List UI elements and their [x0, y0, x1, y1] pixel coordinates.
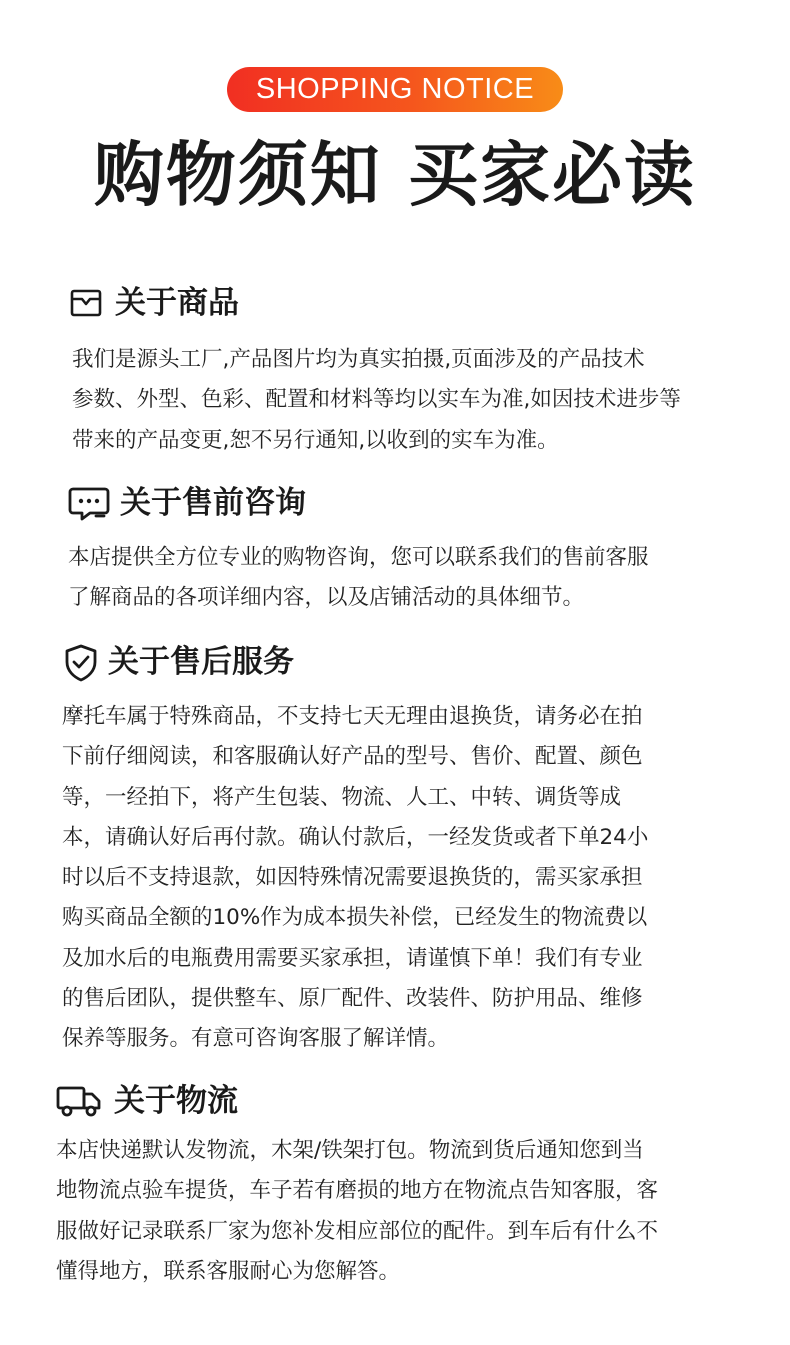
- body-line: 参数、外型、色彩、配置和材料等均以实车为准,如因技术进步等: [72, 387, 681, 413]
- section-title-product: 关于商品: [115, 285, 239, 321]
- section-title-logistics: 关于物流: [114, 1083, 238, 1119]
- body-line: 本，请确认好后再付款。确认付款后，一经发货或者下单24小: [62, 824, 649, 850]
- body-line: 本店快递默认发物流，木架/铁架打包。物流到货后通知您到当: [56, 1138, 644, 1163]
- body-line: 时以后不支持退款，如因特殊情况需要退换货的，需买家承担: [62, 865, 643, 891]
- body-line: 及加水后的电瓶费用需要买家承担，请谨慎下单！我们有专业: [62, 945, 643, 971]
- section-body-presale: [68, 538, 649, 619]
- section-body-aftersale: [62, 697, 648, 1060]
- section-title-presale: 关于售前咨询: [120, 485, 306, 521]
- section-body-logistics: [56, 1131, 658, 1292]
- section-body-product: [72, 340, 681, 461]
- shield-check-icon: [64, 644, 98, 682]
- body-line: 懂得地方，联系客服耐心为您解答。: [56, 1258, 401, 1284]
- body-line: 购买商品全额的10%作为成本损失补偿，已经发生的物流费以: [62, 905, 648, 931]
- chat-icon: [68, 486, 110, 522]
- body-line: 带来的产品变更,恕不另行通知,以收到的实车为准。: [72, 427, 559, 453]
- section-title-aftersale: 关于售后服务: [108, 644, 294, 680]
- body-line: 保养等服务。有意可咨询客服了解详情。: [62, 1026, 450, 1052]
- body-line: 等，一经拍下，将产生包装、物流、人工、中转、调货等成: [62, 784, 622, 810]
- body-line: 了解商品的各项详细内容，以及店铺活动的具体细节。: [68, 585, 585, 611]
- body-line: 地物流点验车提货，车子若有磨损的地方在物流点告知客服，客: [56, 1178, 659, 1204]
- shopping-notice-badge: SHOPPING NOTICE: [227, 67, 563, 112]
- body-line: 服做好记录联系厂家为您补发相应部位的配件。到车后有什么不: [56, 1218, 659, 1244]
- truck-icon: [56, 1084, 102, 1118]
- body-line: 摩托车属于特殊商品，不支持七天无理由退换货，请务必在拍: [62, 704, 643, 729]
- body-line: 我们是源头工厂,产品图片均为真实拍摄,页面涉及的产品技术: [72, 347, 645, 372]
- page-title: 购物须知 买家必读: [93, 134, 697, 216]
- body-line: 本店提供全方位专业的购物咨询，您可以联系我们的售前客服: [68, 545, 649, 570]
- body-line: 下前仔细阅读，和客服确认好产品的型号、售价、配置、颜色: [62, 744, 643, 770]
- box-icon: [70, 288, 102, 318]
- body-line: 的售后团队，提供整车、原厂配件、改装件、防护用品、维修: [62, 986, 643, 1012]
